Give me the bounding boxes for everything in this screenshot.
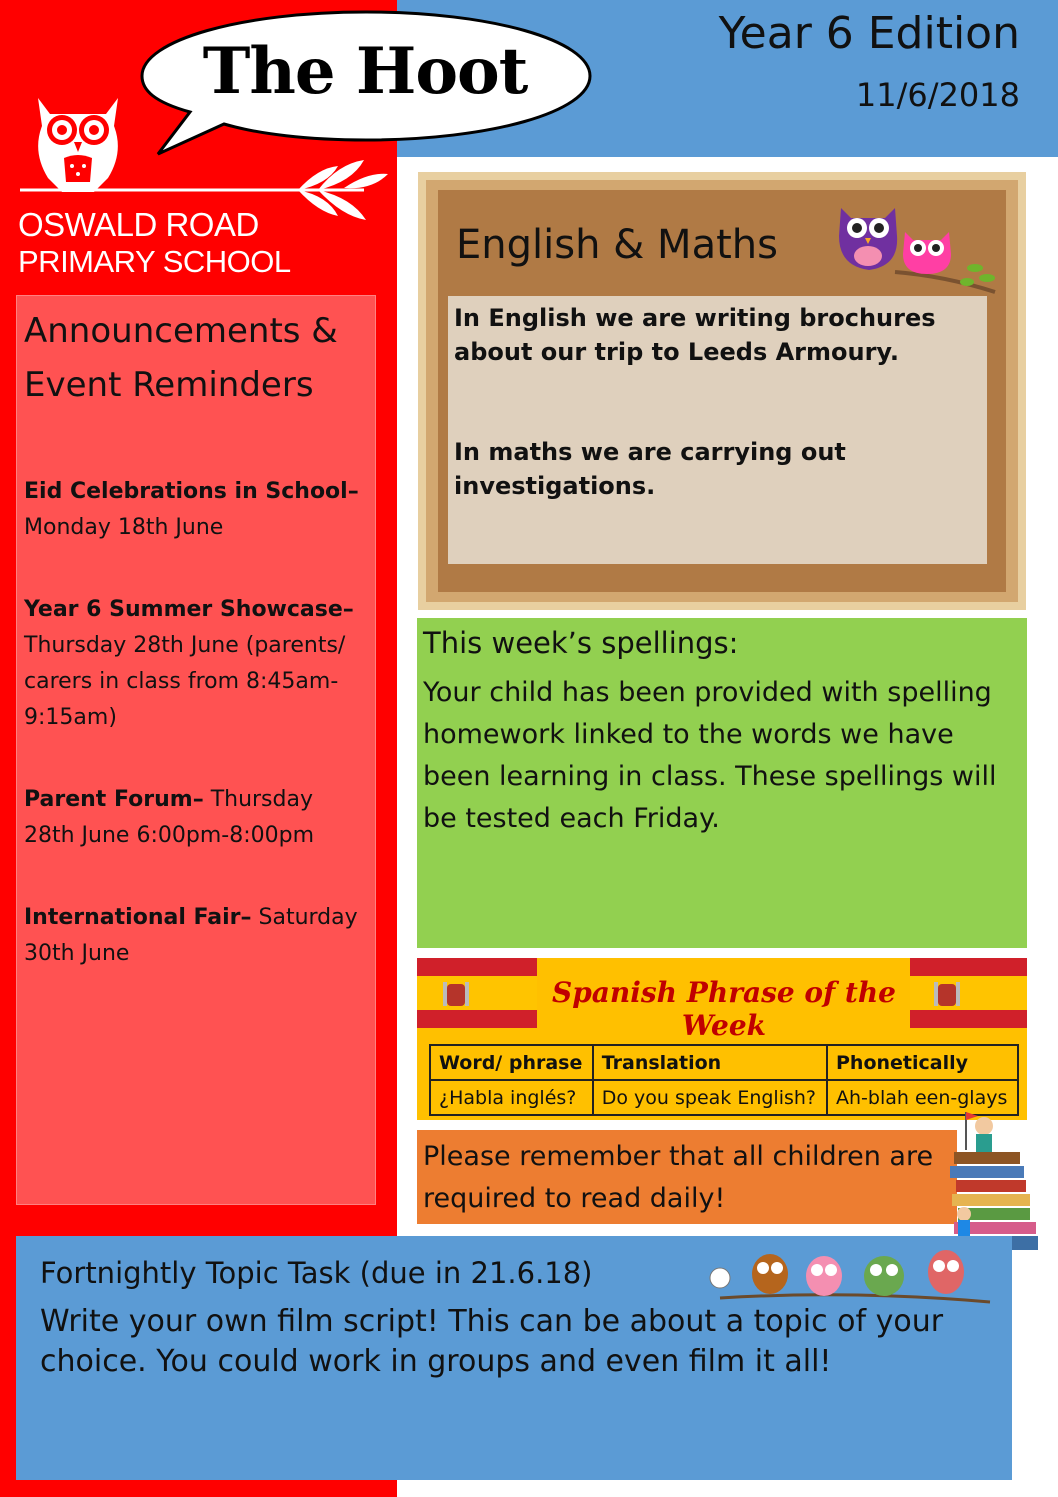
- event-item: International Fair– Saturday 30th June: [24, 905, 358, 966]
- issue-date: 11/6/2018: [855, 76, 1020, 114]
- event-detail: Saturday 30th June: [24, 905, 358, 966]
- spellings-box: [417, 618, 1027, 948]
- event-title: Parent Forum: [24, 787, 193, 812]
- announcements-heading-line2: Event Reminders: [24, 365, 314, 405]
- table-cell: ¿Habla inglés?: [430, 1080, 593, 1115]
- announcements-box: [16, 295, 376, 1205]
- edition-label: Year 6 Edition: [718, 8, 1020, 59]
- event-title: Year 6 Summer Showcase: [24, 597, 343, 622]
- school-name-line1: OSWALD ROAD: [18, 206, 259, 243]
- topic-task-text: Write your own film script! This can be about a topic of your choice. You could work in groups and even film it all!: [40, 1304, 944, 1379]
- owls-on-branch-icon: [835, 196, 1000, 302]
- english-text: In English we are writing brochures about our trip to Leeds Armoury.: [454, 304, 936, 366]
- event-item: Year 6 Summer Showcase– Thursday 28th June (parents/ carers in class from 8:45am-9:15am): [24, 597, 354, 730]
- column-header: Word/ phrase: [430, 1045, 593, 1080]
- event-detail: Thursday 28th June (parents/ carers in class from 8:45am-9:15am): [24, 633, 346, 730]
- event-title: Eid Celebrations in School: [24, 479, 348, 504]
- announcements-heading-line1: Announcements &: [24, 311, 338, 351]
- owls-on-branch-icon: [700, 1240, 1000, 1312]
- column-header: Translation: [593, 1045, 827, 1080]
- newsletter-title: The Hoot: [202, 34, 528, 109]
- table-header-row: [430, 1045, 1018, 1080]
- spanish-phrase-heading: Spanish Phrase of the Week: [551, 976, 896, 1042]
- table-row: [430, 1080, 1018, 1115]
- spellings-text: Your child has been provided with spelling homework linked to the words we have been learning in class. These spellings will be tested each Friday.: [423, 677, 997, 834]
- event-detail: Monday 18th June: [24, 515, 224, 540]
- school-name-line2: PRIMARY SCHOOL: [18, 244, 291, 279]
- english-maths-heading: English & Maths: [456, 222, 778, 268]
- event-item: Eid Celebrations in School– Monday 18th June: [24, 479, 359, 540]
- announcements-heading: [24, 304, 368, 412]
- table-cell: Do you speak English?: [593, 1080, 827, 1115]
- event-detail: Thursday 28th June 6:00pm-8:00pm: [24, 787, 314, 848]
- english-maths-note: [448, 296, 987, 564]
- spain-flag-icon: [910, 958, 1027, 1028]
- table-cell: Ah-blah een-glays: [827, 1080, 1018, 1115]
- maths-text: In maths we are carrying out investigations.: [454, 438, 846, 500]
- event-item: Parent Forum– Thursday 28th June 6:00pm-8:00pm: [24, 787, 314, 848]
- spellings-heading: This week’s spellings:: [423, 626, 739, 660]
- spanish-phrase-table: [429, 1044, 1019, 1116]
- column-header: Phonetically: [827, 1045, 1018, 1080]
- topic-task-heading: Fortnightly Topic Task (due in 21.6.18): [40, 1256, 593, 1290]
- event-title: International Fair: [24, 905, 241, 930]
- reading-reminder: Please remember that all children are required to read daily!: [417, 1130, 957, 1224]
- spain-flag-icon: [417, 958, 537, 1028]
